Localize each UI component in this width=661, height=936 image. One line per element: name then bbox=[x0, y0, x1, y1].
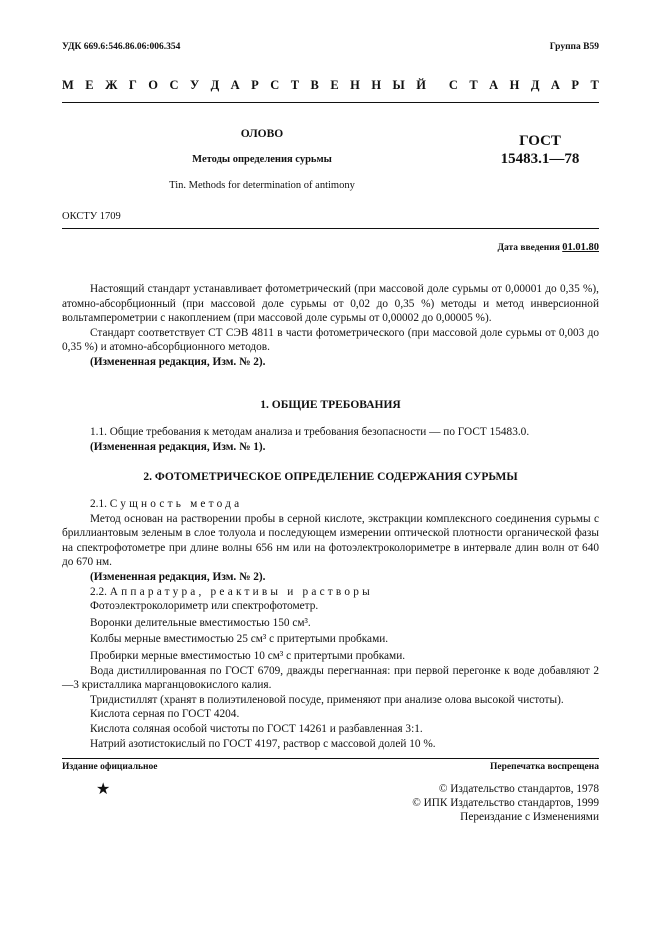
introduction-date bbox=[497, 242, 599, 253]
gost-label: ГОСТ bbox=[519, 133, 561, 149]
clause-2-1-amendment: (Измененная редакция, Изм. № 2). bbox=[90, 570, 266, 583]
footer-divider bbox=[62, 758, 599, 759]
interstate-letter: В bbox=[310, 78, 319, 92]
equipment-item: Кислота соляная особой чистоты по ГОСТ 14261 и разбавленная 3:1. bbox=[90, 722, 423, 735]
reprint-notice: Перепечатка воспрещена bbox=[489, 762, 599, 772]
section-2-heading: 2. ФОТОМЕТРИЧЕСКОЕ ОПРЕДЕЛЕНИЕ СОДЕРЖАНИЯ СУРЬМЫ bbox=[143, 471, 518, 483]
interstate-letter: А bbox=[489, 78, 499, 92]
interstate-letter: Н bbox=[371, 78, 382, 92]
interstate-letter: Г bbox=[128, 78, 137, 92]
interstate-letter: Е bbox=[330, 78, 339, 92]
interstate-standard-banner bbox=[62, 78, 599, 93]
section-1-heading: 1. ОБЩИЕ ТРЕБОВАНИЯ bbox=[260, 399, 401, 411]
interstate-letter: Т bbox=[469, 78, 478, 92]
intro-paragraph-1: Настоящий стандарт устанавливает фотометрический (при массовой доле сурьмы от 0,00001 до 0,35 %), атомно-абсорбционный (при массовой доле сурьмы от 0,02 до 0,35 %) методы и метод инверсионной вольтамперометрии с накоплением (при массовой доле сурьмы от 0,00002 до 0,00005 %). bbox=[62, 283, 599, 325]
copyright-1978: © Издательство стандартов, 1978 bbox=[438, 783, 599, 795]
clause-2-2-title: Аппаратура, реактивы и растворы bbox=[109, 585, 373, 598]
interstate-letter: С bbox=[448, 78, 458, 92]
header-divider bbox=[62, 102, 599, 103]
date-label: Дата введения bbox=[497, 243, 560, 253]
equipment-item: Натрий азотистокислый по ГОСТ 4197, раствор с массовой долей 10 %. bbox=[90, 737, 436, 750]
equipment-item: Фотоэлектроколориметр или спектрофотометр. bbox=[90, 600, 319, 613]
intro-section bbox=[62, 282, 599, 370]
interstate-letter: Ж bbox=[105, 78, 118, 92]
okstu-code: ОКСТУ 1709 bbox=[62, 211, 121, 222]
copyright-1999: © ИПК Издательство стандартов, 1999 bbox=[412, 797, 599, 809]
intro-paragraph-2: Стандарт соответствует СТ СЭВ 4811 в части фотометрического (при массовой доле сурьмы от 0,003 до 0,35 %) и атомно-абсорбционного методов. bbox=[62, 326, 599, 354]
interstate-letter: У bbox=[189, 78, 200, 92]
udk-code: УДК 669.6:546.86.06:006.354 bbox=[62, 42, 181, 52]
equipment-item: Кислота серная по ГОСТ 4204. bbox=[90, 708, 240, 721]
clause-2-2-number: 2.2. bbox=[90, 585, 107, 598]
equipment-item: Колбы мерные вместимостью 25 см³ с притертыми пробками. bbox=[90, 633, 389, 646]
intro-amendment: (Измененная редакция, Изм. № 2). bbox=[90, 355, 266, 368]
group-code: Группа В59 bbox=[549, 42, 599, 52]
clause-2-2-heading bbox=[62, 585, 599, 600]
interstate-letter: А bbox=[230, 78, 240, 92]
equipment-item: Пробирки мерные вместимостью 10 см³ с притертыми пробками. bbox=[90, 649, 406, 662]
reissue-note: Переиздание с Изменениями bbox=[460, 811, 599, 823]
interstate-letter: Р bbox=[251, 78, 259, 92]
okstu-divider bbox=[62, 228, 599, 229]
interstate-letter: Т bbox=[590, 78, 599, 92]
clause-1-1: 1.1. Общие требования к методам анализа и требования безопасности — по ГОСТ 15483.0. bbox=[90, 426, 530, 438]
interstate-letter: М bbox=[62, 78, 74, 92]
star-icon: ★ bbox=[96, 781, 111, 798]
equipment-item: Воронки делительные вместимостью 150 см³. bbox=[90, 616, 311, 629]
interstate-letter: Й bbox=[416, 78, 426, 92]
equipment-item: Вода дистиллированная по ГОСТ 6709, дважды перегнанная: при первой перегонке к воде добавляют 2—3 кристаллика марганцовокислого калия. bbox=[62, 664, 599, 692]
interstate-letter: С bbox=[270, 78, 280, 92]
document-subtitle: Методы определения сурьмы bbox=[192, 154, 332, 165]
date-value: 01.01.80 bbox=[562, 242, 599, 253]
clause-2-1-text: Метод основан на растворении пробы в серной кислоте, экстракции комплексного соединения сурьмы с бриллиантовым зеленым в слое толуола и последующем измерении оптической плотности органической фазы на спектрофотометре при длине волны 656 нм или на фотоэлектроколориметре в интервале длин волн от 640 до 670 нм. bbox=[62, 512, 599, 569]
section-1-body bbox=[62, 425, 599, 454]
clause-2-1-number: 2.1. bbox=[90, 498, 107, 510]
equipment-item: Тридистиллят (хранят в полиэтиленовой посуде, применяют при анализе олова высокой чистоты). bbox=[90, 693, 564, 706]
interstate-letter: Д bbox=[210, 78, 220, 92]
interstate-letter: Е bbox=[85, 78, 94, 92]
clause-2-1-title: Сущность метода bbox=[109, 498, 243, 510]
interstate-letter: Р bbox=[571, 78, 580, 92]
interstate-letter: С bbox=[169, 78, 179, 92]
interstate-letter: О bbox=[148, 78, 159, 92]
header-line bbox=[62, 42, 599, 56]
english-title: Tin. Methods for determination of antimony bbox=[169, 180, 355, 191]
interstate-letter: Т bbox=[290, 78, 300, 92]
interstate-letter: Н bbox=[350, 78, 360, 92]
gost-number: 15483.1—78 bbox=[500, 151, 580, 167]
clause-2-1-heading bbox=[62, 497, 599, 512]
interstate-letter: Д bbox=[530, 78, 540, 92]
interstate-letter: Н bbox=[509, 78, 520, 92]
official-edition: Издание официальное bbox=[62, 762, 158, 772]
section-1-amendment: (Измененная редакция, Изм. № 1). bbox=[90, 440, 266, 453]
interstate-letter: А bbox=[550, 78, 560, 92]
interstate-letter: Ы bbox=[392, 78, 405, 92]
section-2-body bbox=[62, 497, 599, 751]
document-title: ОЛОВО bbox=[240, 128, 284, 140]
